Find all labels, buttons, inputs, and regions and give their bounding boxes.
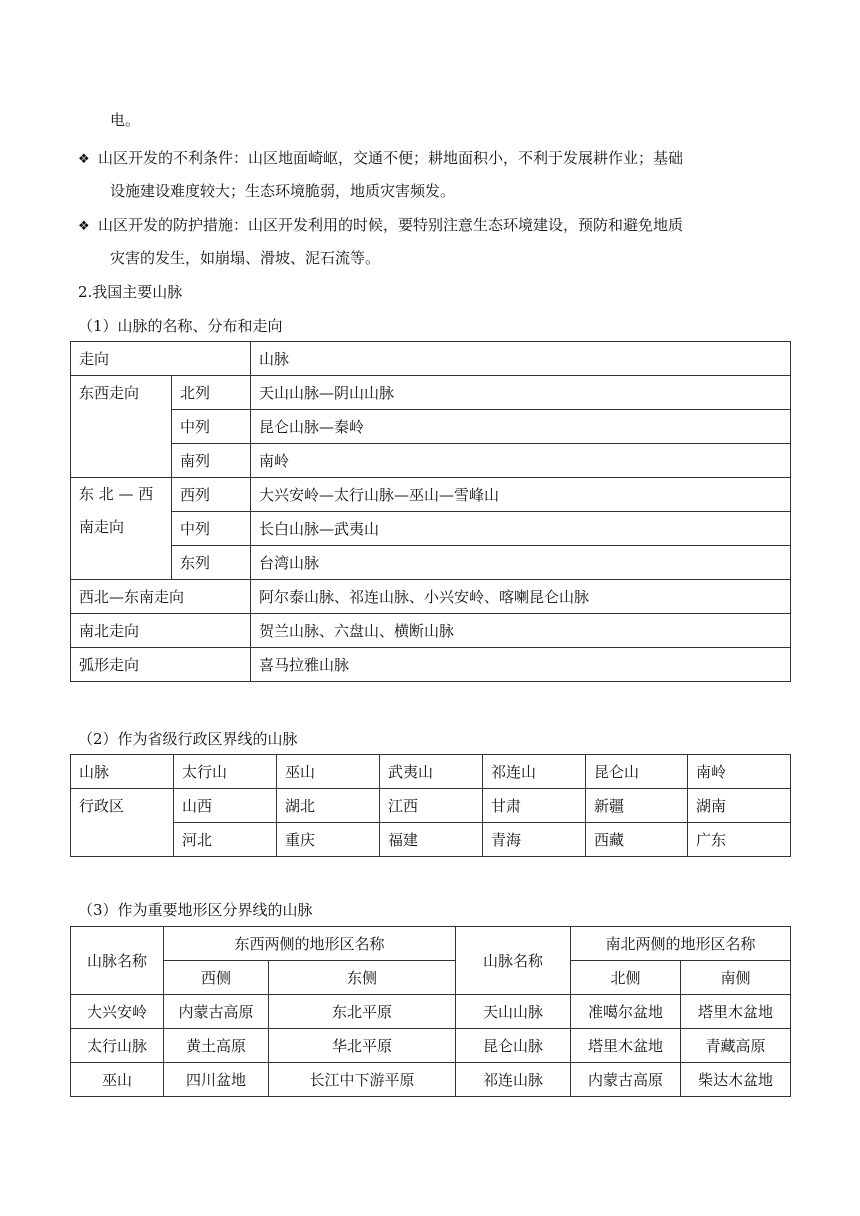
table-cell: 祁连山脉: [456, 1063, 571, 1097]
table-header-cell: 东侧: [269, 961, 456, 995]
direction-cell: 东 北 — 西 南走向: [71, 478, 172, 580]
diamond-bullet-icon: ❖: [78, 152, 90, 167]
table-cell: 山西: [174, 789, 277, 823]
table-row: [71, 614, 791, 648]
table-cell: 喜马拉雅山脉: [251, 648, 791, 682]
table-cell: 重庆: [277, 823, 380, 857]
table-row: [71, 580, 791, 614]
table-cell: 长白山脉—武夷山: [251, 512, 791, 546]
table-cell: 台湾山脉: [251, 546, 791, 580]
table-cell: 昆仑山脉—秦岭: [251, 410, 791, 444]
table-cell: 中列: [172, 410, 251, 444]
direction-cell: 弧形走向: [71, 648, 251, 682]
table-cell: 河北: [174, 823, 277, 857]
table-row: [71, 1063, 791, 1097]
table-cell: 武夷山: [380, 755, 483, 789]
table-cell: 昆仑山脉: [456, 1029, 571, 1063]
table-cell: 四川盆地: [164, 1063, 269, 1097]
table-header-cell: 山脉名称: [71, 927, 164, 995]
table-cell: 西藏: [586, 823, 688, 857]
table-row: [71, 478, 791, 512]
table-cell: 天山山脉—阴山山脉: [251, 376, 791, 410]
table-cell: 太行山脉: [71, 1029, 164, 1063]
table-row: [71, 927, 791, 961]
table-cell: 西列: [172, 478, 251, 512]
table-cell: 柴达木盆地: [681, 1063, 791, 1097]
diamond-bullet-icon: ❖: [78, 219, 90, 234]
table-row: [71, 512, 791, 546]
table-cell: 塔里木盆地: [681, 995, 791, 1029]
direction-cell: 南北走向: [71, 614, 251, 648]
table-cell: 太行山: [174, 755, 277, 789]
table-row: [71, 444, 791, 478]
table-header-cell: 走向: [71, 342, 251, 376]
table-cell: 阿尔泰山脉、祁连山脉、小兴安岭、喀喇昆仑山脉: [251, 580, 791, 614]
table-cell: 中列: [172, 512, 251, 546]
table-row: [71, 648, 791, 682]
mountain-direction-table: [70, 341, 791, 682]
table-cell: 福建: [380, 823, 483, 857]
table-cell: 南岭: [251, 444, 791, 478]
table-cell: 准噶尔盆地: [571, 995, 681, 1029]
province-boundary-table: [70, 754, 791, 857]
table-cell: 青海: [483, 823, 586, 857]
table-row: [71, 995, 791, 1029]
table-row: [71, 961, 791, 995]
table-cell: 黄土高原: [164, 1029, 269, 1063]
table-cell: 巫山: [277, 755, 380, 789]
table-cell: 甘肃: [483, 789, 586, 823]
subsection-title-3: （3）作为重要地形区分界线的山脉: [78, 901, 313, 919]
table-row: [71, 342, 791, 376]
table-header-cell: 南侧: [681, 961, 791, 995]
table-cell: 内蒙古高原: [571, 1063, 681, 1097]
table-header-cell: 山脉名称: [456, 927, 571, 995]
table-cell: 天山山脉: [456, 995, 571, 1029]
table-cell: 贺兰山脉、六盘山、横断山脉: [251, 614, 791, 648]
subsection-title-2: （2）作为省级行政区界线的山脉: [78, 730, 298, 748]
table-cell: 东北平原: [269, 995, 456, 1029]
bullet-protection-line2: 灾害的发生，如崩塌、滑坡、泥石流等。: [110, 249, 381, 267]
table-cell: 内蒙古高原: [164, 995, 269, 1029]
table-cell: 大兴安岭—太行山脉—巫山—雪峰山: [251, 478, 791, 512]
table-cell: 新疆: [586, 789, 688, 823]
subsection-title-1: （1）山脉的名称、分布和走向: [78, 317, 283, 335]
table-cell: 湖南: [688, 789, 791, 823]
table-cell: 塔里木盆地: [571, 1029, 681, 1063]
bullet-protection-line1: ❖ 山区开发的防护措施：山区开发利用的时候，要特别注意生态环境建设，预防和避免地质: [78, 215, 683, 237]
table-row: [71, 755, 791, 789]
table-cell: 青藏高原: [681, 1029, 791, 1063]
table-cell: 东列: [172, 546, 251, 580]
table-cell: 华北平原: [269, 1029, 456, 1063]
table-cell: 祁连山: [483, 755, 586, 789]
table-row: [71, 1029, 791, 1063]
section-title: 2.我国主要山脉: [78, 283, 183, 301]
table-header-cell: 北侧: [571, 961, 681, 995]
direction-cell: 西北—东南走向: [71, 580, 251, 614]
direction-cell: 东西走向: [71, 376, 172, 478]
table-header-cell: 山脉: [71, 755, 174, 789]
table-cell: 南列: [172, 444, 251, 478]
bullet-disadvantages-line2: 设施建设难度较大；生态环境脆弱，地质灾害频发。: [110, 182, 456, 200]
table-row: [71, 546, 791, 580]
terrain-boundary-table: [70, 926, 791, 1097]
table-row: [71, 410, 791, 444]
table-cell: 昆仑山: [586, 755, 688, 789]
table-cell: 长江中下游平原: [269, 1063, 456, 1097]
table-cell: 巫山: [71, 1063, 164, 1097]
table-header-cell: 山脉: [251, 342, 791, 376]
bullet-disadvantages-line1: ❖ 山区开发的不利条件：山区地面崎岖，交通不便；耕地面积小，不利于发展耕作业；基础: [78, 148, 683, 170]
table-header-cell: 南北两侧的地形区名称: [571, 927, 791, 961]
table-header-cell: 东西两侧的地形区名称: [164, 927, 456, 961]
table-cell: 北列: [172, 376, 251, 410]
table-cell: 大兴安岭: [71, 995, 164, 1029]
table-row: [71, 376, 791, 410]
table-cell: 南岭: [688, 755, 791, 789]
table-cell: 江西: [380, 789, 483, 823]
table-cell: 广东: [688, 823, 791, 857]
intro-continuation: 电。: [110, 111, 141, 129]
table-header-cell: 行政区: [71, 789, 174, 857]
table-row: [71, 823, 791, 857]
table-header-cell: 西侧: [164, 961, 269, 995]
table-row: [71, 789, 791, 823]
table-cell: 湖北: [277, 789, 380, 823]
